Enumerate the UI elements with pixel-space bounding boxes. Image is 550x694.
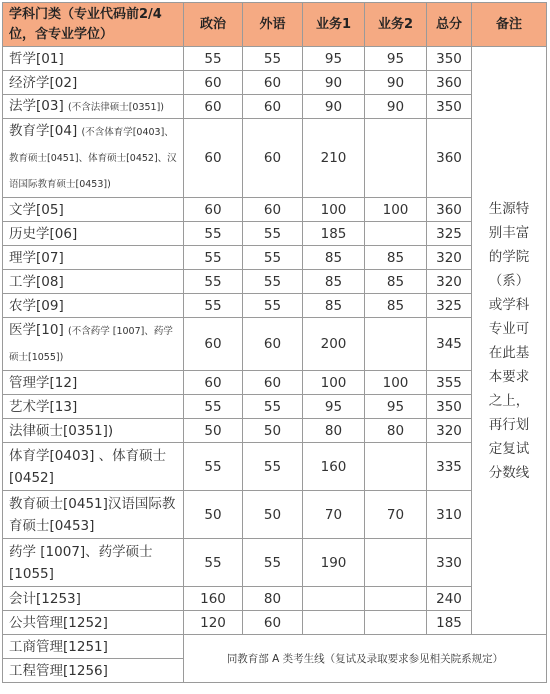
category-name: 法学[03]	[9, 97, 69, 114]
major1-cell: 190	[303, 539, 365, 587]
category-cell	[3, 47, 184, 71]
category-name: 教育硕士[0451]汉语国际教育硕士[0453]	[9, 495, 176, 534]
major1-cell: 160	[303, 443, 365, 491]
major1-cell: 100	[303, 198, 365, 222]
header-total: 总分	[427, 3, 472, 47]
category-cell	[3, 95, 184, 119]
category-name: 艺术学[13]	[9, 398, 78, 415]
category-note: (不含体育学[0403]、教育硕士[0451]、体育硕士[0452]、汉语国际教育硕士[0453])	[9, 127, 177, 190]
politics-cell: 160	[184, 587, 243, 611]
category-cell	[3, 635, 184, 659]
major2-cell	[365, 318, 427, 371]
table-row	[3, 635, 547, 659]
table-row	[3, 198, 547, 222]
foreign-cell: 55	[243, 270, 303, 294]
category-cell	[3, 611, 184, 635]
category-cell	[3, 318, 184, 371]
header-major2: 业务2	[365, 3, 427, 47]
total-cell: 350	[427, 47, 472, 71]
major2-cell: 90	[365, 71, 427, 95]
major1-cell: 80	[303, 419, 365, 443]
header-row	[3, 3, 547, 47]
total-cell: 185	[427, 611, 472, 635]
score-table-container	[2, 2, 546, 683]
table-row	[3, 47, 547, 71]
major1-cell: 210	[303, 119, 365, 198]
foreign-cell: 80	[243, 587, 303, 611]
category-cell	[3, 71, 184, 95]
category-cell	[3, 491, 184, 539]
major2-cell	[365, 611, 427, 635]
politics-cell: 50	[184, 491, 243, 539]
foreign-cell: 60	[243, 371, 303, 395]
politics-cell: 50	[184, 419, 243, 443]
foreign-cell: 60	[243, 198, 303, 222]
total-cell: 335	[427, 443, 472, 491]
category-cell	[3, 270, 184, 294]
remark-cell: 生源特别丰富的学院（系）或学科专业可在此基本要求之上，再行划定复试分数线	[472, 47, 547, 635]
politics-cell: 55	[184, 222, 243, 246]
foreign-cell: 55	[243, 443, 303, 491]
major1-cell: 90	[303, 71, 365, 95]
major2-cell	[365, 222, 427, 246]
table-row	[3, 318, 547, 371]
politics-cell: 60	[184, 371, 243, 395]
major2-cell: 85	[365, 270, 427, 294]
total-cell: 310	[427, 491, 472, 539]
major2-cell	[365, 539, 427, 587]
major1-cell: 200	[303, 318, 365, 371]
category-name: 医学[10]	[9, 322, 69, 338]
category-name: 农学[09]	[9, 297, 64, 314]
foreign-cell: 55	[243, 395, 303, 419]
category-cell	[3, 119, 184, 198]
total-cell: 320	[427, 246, 472, 270]
major2-cell: 85	[365, 294, 427, 318]
category-cell	[3, 659, 184, 683]
table-row	[3, 371, 547, 395]
category-cell	[3, 222, 184, 246]
total-cell: 355	[427, 371, 472, 395]
category-name: 文学[05]	[9, 201, 64, 218]
score-table	[2, 2, 547, 683]
major2-cell: 100	[365, 371, 427, 395]
category-name: 体育学[0403] 、体育硕士[0452]	[9, 447, 167, 486]
total-cell: 325	[427, 294, 472, 318]
politics-cell: 55	[184, 270, 243, 294]
category-name: 法律硕士[0351])	[9, 422, 114, 439]
major1-cell: 85	[303, 270, 365, 294]
major1-cell: 95	[303, 395, 365, 419]
category-cell	[3, 419, 184, 443]
category-name: 工程管理[1256]	[9, 662, 108, 679]
major2-cell: 95	[365, 395, 427, 419]
category-name: 药学 [1007]、药学硕士[1055]	[9, 543, 153, 582]
major2-cell	[365, 443, 427, 491]
major2-cell	[365, 119, 427, 198]
table-row	[3, 491, 547, 539]
category-cell	[3, 294, 184, 318]
header-major1: 业务1	[303, 3, 365, 47]
header-politics: 政治	[184, 3, 243, 47]
category-note: (不含药学 [1007]、药学硕士[1055])	[9, 326, 173, 363]
major1-cell: 85	[303, 246, 365, 270]
header-category: 学科门类（专业代码前2/4位，含专业学位）	[3, 3, 184, 47]
category-name: 管理学[12]	[9, 374, 78, 391]
major2-cell: 80	[365, 419, 427, 443]
major1-cell: 185	[303, 222, 365, 246]
category-name: 工商管理[1251]	[9, 638, 108, 655]
category-cell	[3, 539, 184, 587]
foreign-cell: 60	[243, 611, 303, 635]
table-row	[3, 294, 547, 318]
major1-cell	[303, 587, 365, 611]
total-cell: 350	[427, 395, 472, 419]
major1-cell: 100	[303, 371, 365, 395]
total-cell: 320	[427, 419, 472, 443]
politics-cell: 55	[184, 246, 243, 270]
politics-cell: 60	[184, 119, 243, 198]
table-row	[3, 587, 547, 611]
total-cell: 320	[427, 270, 472, 294]
total-cell: 350	[427, 95, 472, 119]
total-cell: 330	[427, 539, 472, 587]
category-name: 公共管理[1252]	[9, 614, 108, 631]
major1-cell: 70	[303, 491, 365, 539]
major2-cell: 95	[365, 47, 427, 71]
politics-cell: 55	[184, 539, 243, 587]
politics-cell: 55	[184, 47, 243, 71]
major2-cell: 85	[365, 246, 427, 270]
category-cell	[3, 395, 184, 419]
same-as-a-line-cell: 同教育部 A 类考生线（复试及录取要求参见相关院系规定）	[184, 635, 547, 683]
major1-cell: 85	[303, 294, 365, 318]
category-name: 哲学[01]	[9, 50, 64, 67]
politics-cell: 60	[184, 198, 243, 222]
politics-cell: 55	[184, 395, 243, 419]
category-cell	[3, 371, 184, 395]
politics-cell: 60	[184, 71, 243, 95]
category-name: 工学[08]	[9, 273, 64, 290]
foreign-cell: 50	[243, 491, 303, 539]
major2-cell	[365, 587, 427, 611]
total-cell: 345	[427, 318, 472, 371]
total-cell: 325	[427, 222, 472, 246]
table-row	[3, 443, 547, 491]
table-row	[3, 539, 547, 587]
foreign-cell: 55	[243, 222, 303, 246]
politics-cell: 55	[184, 294, 243, 318]
politics-cell: 55	[184, 443, 243, 491]
header-remark: 备注	[472, 3, 547, 47]
foreign-cell: 60	[243, 95, 303, 119]
total-cell: 360	[427, 119, 472, 198]
politics-cell: 60	[184, 95, 243, 119]
table-row	[3, 611, 547, 635]
total-cell: 240	[427, 587, 472, 611]
table-row	[3, 246, 547, 270]
major1-cell	[303, 611, 365, 635]
category-name: 历史学[06]	[9, 225, 78, 242]
category-cell	[3, 587, 184, 611]
major2-cell: 100	[365, 198, 427, 222]
total-cell: 360	[427, 71, 472, 95]
major2-cell: 70	[365, 491, 427, 539]
major1-cell: 90	[303, 95, 365, 119]
foreign-cell: 55	[243, 539, 303, 587]
table-row	[3, 71, 547, 95]
table-row	[3, 222, 547, 246]
table-row	[3, 395, 547, 419]
table-row	[3, 270, 547, 294]
major1-cell: 95	[303, 47, 365, 71]
category-name: 会计[1253]	[9, 590, 81, 607]
category-name: 理学[07]	[9, 249, 64, 266]
total-cell: 360	[427, 198, 472, 222]
category-name: 教育学[04]	[9, 123, 82, 139]
foreign-cell: 55	[243, 294, 303, 318]
table-row	[3, 95, 547, 119]
table-row	[3, 119, 547, 198]
foreign-cell: 60	[243, 119, 303, 198]
category-cell	[3, 198, 184, 222]
foreign-cell: 55	[243, 47, 303, 71]
politics-cell: 120	[184, 611, 243, 635]
category-name: 经济学[02]	[9, 74, 78, 91]
politics-cell: 60	[184, 318, 243, 371]
major2-cell: 90	[365, 95, 427, 119]
category-cell	[3, 443, 184, 491]
category-note: (不含法律硕士[0351])	[68, 101, 165, 113]
table-row	[3, 419, 547, 443]
foreign-cell: 55	[243, 246, 303, 270]
foreign-cell: 60	[243, 318, 303, 371]
header-foreign: 外语	[243, 3, 303, 47]
category-cell	[3, 246, 184, 270]
foreign-cell: 50	[243, 419, 303, 443]
foreign-cell: 60	[243, 71, 303, 95]
